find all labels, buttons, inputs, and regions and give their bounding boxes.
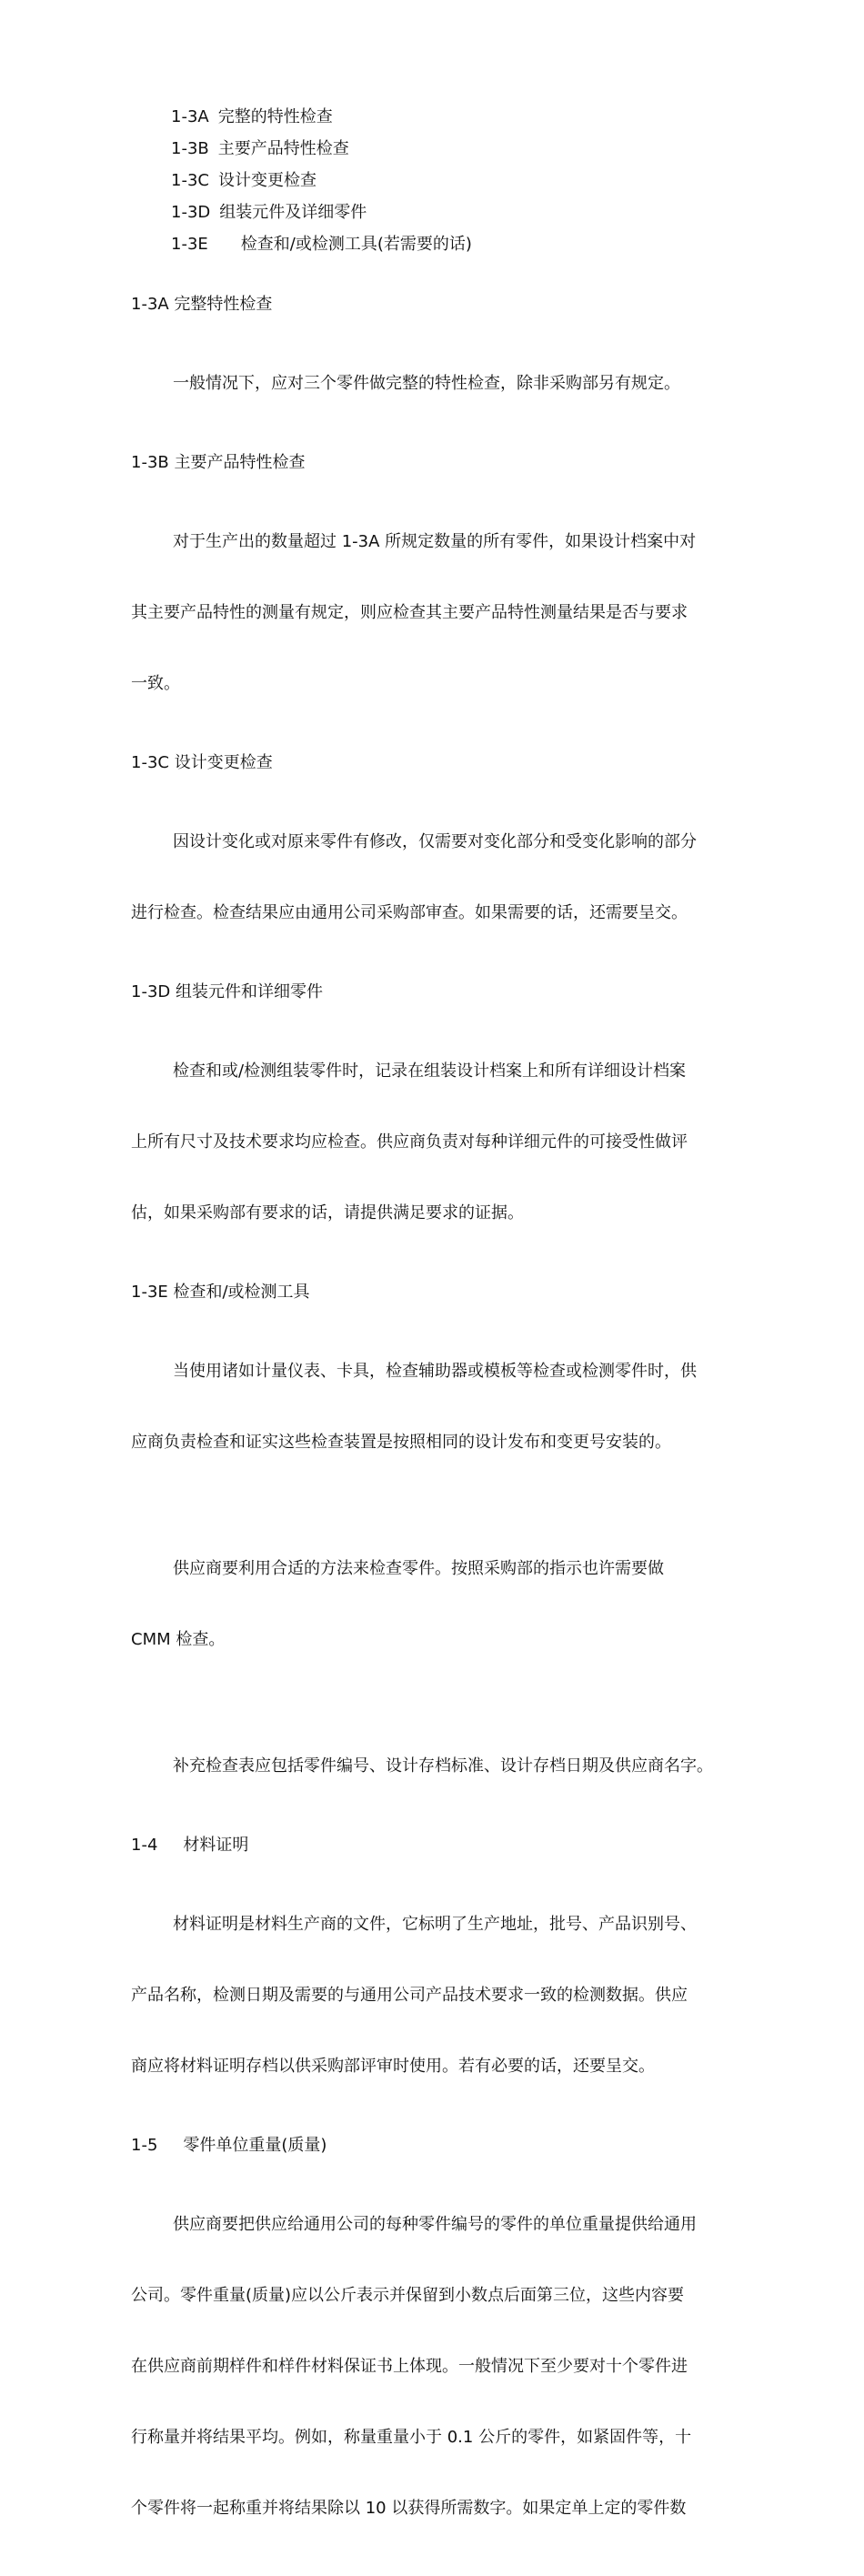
outline-item-code: 1-3B: [171, 139, 209, 158]
section-heading: 1-3A 完整特性检查: [131, 295, 273, 314]
paragraph-line: 个零件将一起称重并将结果除以 10 以获得所需数字。如果定单上定的零件数: [131, 2499, 687, 2518]
paragraph-line: 一致。: [131, 674, 180, 693]
paragraph-line: 因设计变化或对原来零件有修改，仅需要对变化部分和受变化影响的部分: [173, 832, 697, 851]
outline-item-code: 1-3D: [171, 203, 211, 222]
outline-item-title: 主要产品特性检查: [217, 139, 349, 158]
paragraph-line: 行称量并将结果平均。例如，称量重量小于 0.1 公斤的零件，如紧固件等，十: [131, 2428, 692, 2447]
paragraph-line: 产品名称，检测日期及需要的与通用公司产品技术要求一致的检测数据。供应: [131, 1986, 688, 2005]
outline-item: [171, 169, 717, 201]
outline-item: [171, 106, 717, 137]
paragraph-line: CMM 检查。: [131, 1630, 226, 1649]
paragraph-line: 上所有尺寸及技术要求均应检查。供应商负责对每种详细元件的可接受性做评: [131, 1132, 688, 1152]
section-outline: [171, 106, 717, 265]
section-heading-code: 1-5: [131, 2136, 158, 2155]
section-heading: [131, 2134, 740, 2158]
paragraph-line: 材料证明是材料生产商的文件，它标明了生产地址，批号、产品识别号、: [173, 1915, 697, 1934]
paragraph-line: 在供应商前期样件和样件材料保证书上体现。一般情况下至少要对十个零件进: [131, 2357, 688, 2376]
section-heading: [131, 1834, 740, 1857]
body-paragraph: [131, 325, 740, 443]
paragraph-line: 检查和或/检测组装零件时，记录在组装设计档案上和所有详细设计档案: [173, 1062, 687, 1081]
body-paragraph: [131, 1707, 740, 1826]
paragraph-line: 进行检查。检查结果应由通用公司采购部审查。如果需要的话，还需要呈交。: [131, 903, 688, 922]
outline-item-title: 检查和/或检测工具(若需要的话): [240, 235, 472, 254]
outline-item-code: 1-3C: [171, 171, 209, 190]
paragraph-line: 公司。零件重量(质量)应以公斤表示并保留到小数点后面第三位，这些内容要: [131, 2286, 685, 2305]
paragraph-line: 供应商要把供应给通用公司的每种零件编号的零件的单位重量提供给通用: [173, 2215, 697, 2234]
body-paragraph: [131, 483, 740, 743]
outline-item-title: 完整的特性检查: [217, 107, 333, 126]
section-heading: 1-3B 主要产品特性检查: [131, 453, 306, 472]
paragraph-line: 对于生产出的数量超过 1-3A 所规定数量的所有零件，如果设计档案中对: [173, 532, 697, 551]
outline-item-title: 组装元件及详细零件: [219, 203, 367, 222]
body-paragraph: [131, 783, 740, 972]
section-heading-title: 材料证明: [183, 1836, 249, 1855]
paragraph-line: 商应将材料证明存档以供采购部评审时使用。若有必要的话，还要呈交。: [131, 2057, 655, 2076]
outline-item-code: 1-3A: [171, 107, 209, 126]
paragraph-line: 一般情况下，应对三个零件做完整的特性检查，除非采购部另有规定。: [173, 374, 680, 393]
body-paragraph: [131, 1510, 740, 1699]
paragraph-line: 供应商要利用合适的方法来检查零件。按照采购部的指示也许需要做: [173, 1559, 664, 1578]
section-heading: 1-3E 检查和/或检测工具: [131, 1283, 310, 1302]
body-paragraph: [131, 2166, 740, 2568]
body-paragraph: [131, 1313, 740, 1502]
section-heading: 1-3D 组装元件和详细零件: [131, 982, 323, 1001]
paragraph-line: 其主要产品特性的测量有规定，则应检查其主要产品特性测量结果是否与要求: [131, 603, 688, 622]
body-paragraph: [131, 1012, 740, 1273]
outline-item-title: 设计变更检查: [217, 171, 316, 190]
outline-item: [171, 233, 717, 265]
paragraph-line: 补充检查表应包括零件编号、设计存档标准、设计存档日期及供应商名字。: [173, 1756, 713, 1776]
paragraph-line: 估，如果采购部有要求的话，请提供满足要求的证据。: [131, 1203, 524, 1223]
section-heading: 1-3C 设计变更检查: [131, 753, 273, 772]
paragraph-line: 应商负责检查和证实这些检查装置是按照相同的设计发布和变更号安装的。: [131, 1433, 671, 1452]
section-heading-title: 零件单位重量(质量): [183, 2136, 327, 2155]
document-body: [131, 293, 740, 2576]
outline-item: [171, 137, 717, 169]
paragraph-line: 当使用诸如计量仪表、卡具，检查辅助器或模板等检查或检测零件时，供: [173, 1362, 697, 1381]
section-heading-code: 1-4: [131, 1836, 158, 1855]
body-paragraph: [131, 1866, 740, 2126]
outline-item: [171, 201, 717, 233]
outline-item-code: 1-3E: [171, 235, 208, 254]
